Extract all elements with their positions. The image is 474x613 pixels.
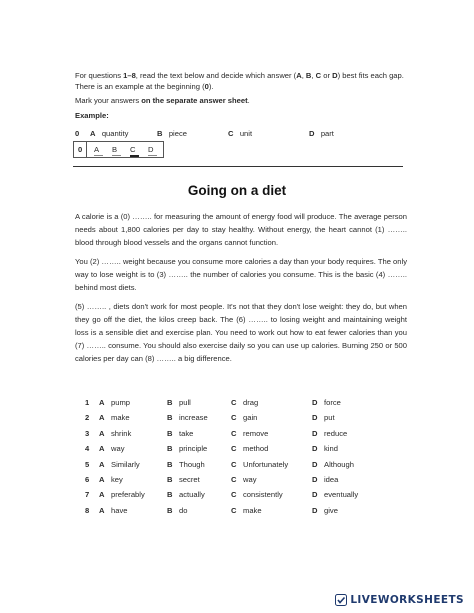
option-word-d[interactable]: eventually (324, 490, 359, 500)
option-letter-b: B (167, 428, 173, 438)
grid-option-c-selected[interactable]: C (130, 145, 139, 157)
instr-text: For questions (75, 71, 124, 80)
option-letter-b: B (167, 505, 173, 515)
option-letter-c: C (231, 444, 237, 454)
mark-text: . (247, 96, 250, 105)
option-letter-b: B (167, 475, 173, 484)
option-word-d[interactable]: put (324, 413, 335, 423)
option-letter-c: C (231, 475, 237, 484)
option-word-d[interactable]: Although (324, 459, 354, 469)
option-letter-d: D (312, 413, 318, 423)
option-letter-d: D (312, 444, 318, 454)
option-word-a[interactable]: way (111, 444, 125, 454)
option-letter-c: C (231, 398, 237, 407)
option-letter-a: A (99, 475, 105, 484)
grid-number: 0 (78, 145, 83, 154)
option-word-b[interactable]: actually (179, 490, 205, 500)
paragraph-1: A calorie is a (0) …….. for measuring the amount of energy food will produce. The average person needs about 1,800 calories per day to stay healthy. Without energy, the heart cannot (1) …….. blood through blood vessels and the organs cannot function. (75, 212, 407, 247)
instr-text: or (321, 71, 333, 80)
question-number: 1 (85, 398, 90, 407)
grid-option-a[interactable]: A (94, 145, 103, 156)
question-number: 6 (85, 475, 90, 484)
option-letter-a: A (99, 398, 105, 407)
question-number: 3 (85, 428, 90, 438)
option-word-c[interactable]: drag (243, 398, 259, 407)
example-label: Example: (75, 111, 109, 120)
option-word-b[interactable]: pull (179, 398, 191, 407)
mark-text: Mark your answers (75, 96, 142, 105)
instr-text: ). (208, 82, 214, 91)
option-letter-d: D (312, 505, 318, 515)
option-word-d[interactable]: kind (324, 444, 338, 454)
option-letter-c: C (231, 505, 237, 515)
answer-row (85, 429, 405, 444)
instr-letter: C (315, 71, 322, 80)
instr-text: , (301, 71, 306, 80)
option-letter-b: B (167, 490, 173, 500)
answer-row (85, 506, 405, 521)
option-word-a[interactable]: pump (111, 398, 130, 407)
question-number: 4 (85, 444, 90, 454)
option-word-a[interactable]: shrink (111, 428, 132, 438)
option-letter-b: B (167, 444, 173, 454)
instr-text: ) best fits each gap. There is an example at the beginning ( (75, 71, 404, 91)
option-letter-a: A (99, 490, 105, 500)
option-word-d[interactable]: force (324, 398, 341, 407)
option-word-c[interactable]: Unfortunately (243, 459, 289, 469)
answer-row (85, 444, 405, 459)
answer-row (85, 398, 405, 413)
option-word-a[interactable]: preferably (111, 490, 145, 500)
example-answer-grid (73, 141, 164, 158)
text-title: Going on a diet (187, 183, 287, 198)
option-letter-b: B (167, 459, 173, 469)
answer-row (85, 490, 405, 505)
footer-brand (335, 593, 464, 607)
question-number: 7 (85, 490, 90, 500)
option-word-c[interactable]: consistently (243, 490, 283, 500)
option-letter-c: C (231, 413, 237, 423)
option-letter-c: C (231, 490, 237, 500)
option-letter-d: D (312, 490, 318, 500)
option-word-b[interactable]: increase (179, 413, 208, 423)
option-letter-d: D (312, 459, 318, 469)
example-option-d: D part (309, 129, 334, 138)
instr-zero: 0 (204, 82, 209, 91)
option-word-c[interactable]: remove (243, 428, 269, 438)
option-word-a[interactable]: make (111, 413, 130, 423)
instr-text: , read the text below and decide which answer ( (135, 71, 297, 80)
question-number: 5 (85, 459, 90, 469)
option-word-c[interactable]: make (243, 505, 262, 515)
option-word-a[interactable]: Similarly (111, 459, 140, 469)
question-number: 8 (85, 505, 90, 515)
option-word-c[interactable]: gain (243, 413, 258, 423)
question-number: 2 (85, 413, 90, 423)
option-word-d[interactable]: idea (324, 475, 339, 484)
option-word-a[interactable]: key (111, 475, 123, 484)
option-letter-d: D (312, 475, 318, 484)
example-option-c: C unit (228, 129, 253, 138)
option-word-a[interactable]: have (111, 505, 128, 515)
option-letter-c: C (231, 428, 237, 438)
option-letter-a: A (99, 444, 105, 454)
grid-option-b[interactable]: B (112, 145, 121, 156)
footer-brand-text: LIVEWORKSHEETS (350, 594, 464, 606)
grid-option-d[interactable]: D (148, 145, 157, 156)
answer-row (85, 475, 405, 490)
instructions-text (75, 70, 415, 92)
instr-letter: D (332, 71, 338, 80)
liveworksheets-logo-icon (335, 594, 347, 606)
option-word-c[interactable]: way (243, 475, 257, 484)
mark-emphasis: on the separate answer sheet (141, 96, 248, 105)
option-letter-a: A (99, 428, 105, 438)
option-letter-a: A (99, 505, 105, 515)
mark-answers-text (75, 95, 415, 106)
example-option-b: B piece (157, 129, 187, 138)
instr-letter: B (305, 71, 312, 80)
option-letter-b: B (167, 413, 173, 423)
option-letter-d: D (312, 428, 318, 438)
option-word-b[interactable]: do (179, 505, 188, 515)
section-divider (73, 166, 403, 167)
option-word-d[interactable]: give (324, 505, 338, 515)
option-word-d[interactable]: reduce (324, 428, 348, 438)
option-word-b[interactable]: take (179, 428, 194, 438)
option-letter-a: A (99, 413, 105, 423)
option-word-c[interactable]: method (243, 444, 269, 454)
option-letter-b: B (167, 398, 173, 407)
paragraph-2: You (2) …….. weight because you consume more calories a day than your body requires. The only way to lose weight is to (3) …….. the number of calories you consume. This is the basic (4) …….. behind most diets. (75, 257, 407, 292)
paragraph-3: (5) …….. , diets don't work for most people. It's not that they don't lose weight: they do, but when they go off the diet, the kilos creep back. The (6) …….. to losing weight and maintaining weight loss is a sensible diet and exercise plan. You need to work out how to eat fewer calories than you (7) …….. consume. You should also exercise daily so you can use up calories. Burning 250 or 500 calories per day can (8) …….. a big difference. (75, 302, 407, 363)
example-number: 0 (75, 129, 80, 138)
option-word-b[interactable]: secret (179, 475, 200, 484)
grid-divider (86, 142, 87, 157)
option-word-b[interactable]: Though (179, 459, 205, 469)
option-word-b[interactable]: principle (179, 444, 208, 454)
instr-text: , (311, 71, 316, 80)
option-letter-d: D (312, 398, 318, 407)
example-option-a: A quantity (90, 129, 129, 138)
instr-range: 1–8 (123, 71, 136, 80)
option-letter-a: A (99, 459, 105, 469)
answer-row (85, 413, 405, 428)
answer-row (85, 460, 405, 475)
option-letter-c: C (231, 459, 237, 469)
instr-letter: A (296, 71, 302, 80)
